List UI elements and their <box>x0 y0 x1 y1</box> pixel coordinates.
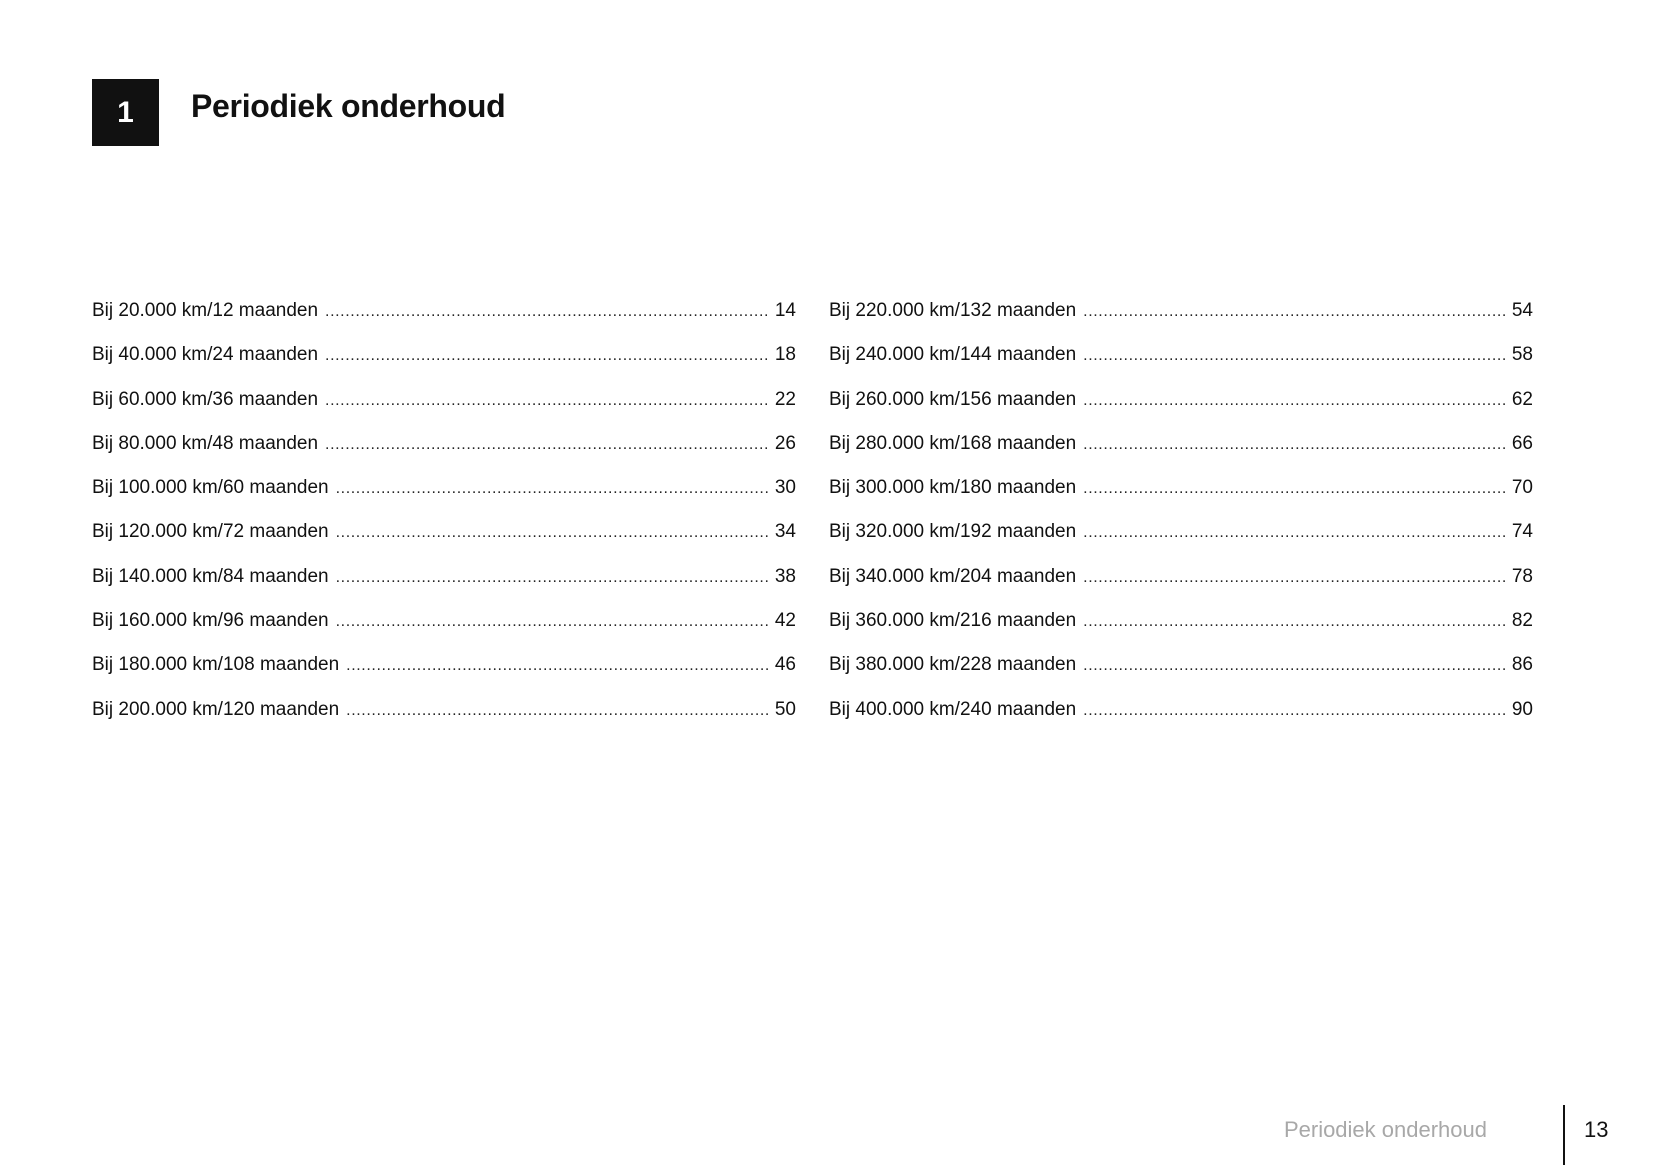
toc-entry[interactable] <box>829 389 1533 433</box>
toc-dot-leader <box>1083 347 1505 365</box>
toc-dot-leader <box>1083 569 1505 587</box>
toc-entry[interactable] <box>92 610 796 654</box>
toc-dot-leader <box>325 436 768 454</box>
toc-entry[interactable] <box>92 521 796 565</box>
toc-entry-label: Bij 400.000 km/240 maanden <box>829 698 1077 720</box>
chapter-number: 1 <box>117 95 134 129</box>
chapter-number-badge <box>92 79 159 146</box>
toc-entry-label: Bij 340.000 km/204 maanden <box>829 565 1077 587</box>
toc-entry-page: 86 <box>1511 654 1533 676</box>
toc-entry-page: 50 <box>774 698 796 720</box>
toc-entry-page: 26 <box>774 432 796 454</box>
toc-dot-leader <box>1083 524 1505 542</box>
toc-entry-page: 78 <box>1511 565 1533 587</box>
toc-entry-label: Bij 380.000 km/228 maanden <box>829 654 1077 676</box>
toc-entry[interactable] <box>829 610 1533 654</box>
toc-entry-label: Bij 120.000 km/72 maanden <box>92 521 329 543</box>
footer-section-title: Periodiek onderhoud <box>1283 1117 1487 1142</box>
toc-dot-leader <box>1083 392 1505 410</box>
toc-dot-leader <box>325 347 768 365</box>
toc-entry-label: Bij 220.000 km/132 maanden <box>829 300 1077 321</box>
toc-entry[interactable] <box>829 566 1533 610</box>
toc-entry-label: Bij 20.000 km/12 maanden <box>92 300 319 321</box>
toc-entry[interactable] <box>92 300 796 344</box>
toc-entry-label: Bij 320.000 km/192 maanden <box>829 521 1077 543</box>
toc-dot-leader <box>336 569 768 587</box>
toc-entry[interactable] <box>92 654 796 698</box>
toc-entry-label: Bij 240.000 km/144 maanden <box>829 344 1077 366</box>
toc-entry-page: 22 <box>774 388 796 410</box>
toc-entry[interactable] <box>92 566 796 610</box>
toc-entry-page: 30 <box>774 477 796 499</box>
toc-entry-label: Bij 300.000 km/180 maanden <box>829 477 1077 499</box>
footer-page-number: 13 <box>1584 1117 1609 1142</box>
toc-entry-page: 46 <box>774 654 796 676</box>
toc-entry[interactable] <box>829 344 1533 388</box>
toc-dot-leader <box>336 524 768 542</box>
toc-entry-label: Bij 260.000 km/156 maanden <box>829 388 1077 410</box>
toc-entry-page: 74 <box>1511 521 1533 543</box>
toc-entry-label: Bij 80.000 km/48 maanden <box>92 432 319 454</box>
toc-dot-leader <box>1083 480 1505 498</box>
toc-entry-page: 70 <box>1511 477 1533 499</box>
toc-dot-leader <box>325 303 768 321</box>
toc-entry-label: Bij 280.000 km/168 maanden <box>829 432 1077 454</box>
toc-entry-page: 34 <box>774 521 796 543</box>
toc-entry[interactable] <box>92 433 796 477</box>
toc-entry-page: 58 <box>1511 344 1533 366</box>
toc-entry-label: Bij 100.000 km/60 maanden <box>92 477 329 499</box>
toc-entry-label: Bij 180.000 km/108 maanden <box>92 654 340 676</box>
toc-entry[interactable] <box>92 699 796 743</box>
toc-entry[interactable] <box>92 389 796 433</box>
toc-dot-leader <box>1083 613 1505 631</box>
toc-dot-leader <box>346 657 768 675</box>
chapter-title: Periodiek onderhoud <box>191 88 506 124</box>
toc-entry-page: 62 <box>1511 388 1533 410</box>
footer-divider <box>1563 1105 1565 1165</box>
toc-entry-label: Bij 40.000 km/24 maanden <box>92 344 319 366</box>
toc-entry[interactable] <box>829 300 1533 344</box>
toc-dot-leader <box>336 480 768 498</box>
toc-entry[interactable] <box>829 699 1533 743</box>
toc-entry-label: Bij 200.000 km/120 maanden <box>92 698 340 720</box>
toc-entry[interactable] <box>829 521 1533 565</box>
toc-entry-page: 14 <box>774 300 796 321</box>
toc-entry-page: 38 <box>774 565 796 587</box>
toc-entry[interactable] <box>829 654 1533 698</box>
toc-entry[interactable] <box>92 477 796 521</box>
toc-entry-page: 82 <box>1511 610 1533 632</box>
toc-column-right <box>829 300 1533 743</box>
toc-column-left <box>92 300 796 743</box>
toc-entry[interactable] <box>829 477 1533 521</box>
toc-dot-leader <box>336 613 768 631</box>
toc-entry-page: 42 <box>774 610 796 632</box>
toc-entry-label: Bij 60.000 km/36 maanden <box>92 388 319 410</box>
toc-entry-page: 54 <box>1511 300 1533 321</box>
toc-dot-leader <box>325 392 768 410</box>
toc-dot-leader <box>1083 702 1505 720</box>
toc-dot-leader <box>1083 303 1505 321</box>
toc-entry-label: Bij 360.000 km/216 maanden <box>829 610 1077 632</box>
toc-dot-leader <box>346 702 768 720</box>
toc-entry-page: 66 <box>1511 432 1533 454</box>
toc-entry-label: Bij 160.000 km/96 maanden <box>92 610 329 632</box>
toc-entry-page: 18 <box>774 344 796 366</box>
toc-entry[interactable] <box>829 433 1533 477</box>
toc-entry-page: 90 <box>1511 698 1533 720</box>
toc-dot-leader <box>1083 657 1505 675</box>
toc-entry[interactable] <box>92 344 796 388</box>
toc-entry-label: Bij 140.000 km/84 maanden <box>92 565 329 587</box>
toc-dot-leader <box>1083 436 1505 454</box>
